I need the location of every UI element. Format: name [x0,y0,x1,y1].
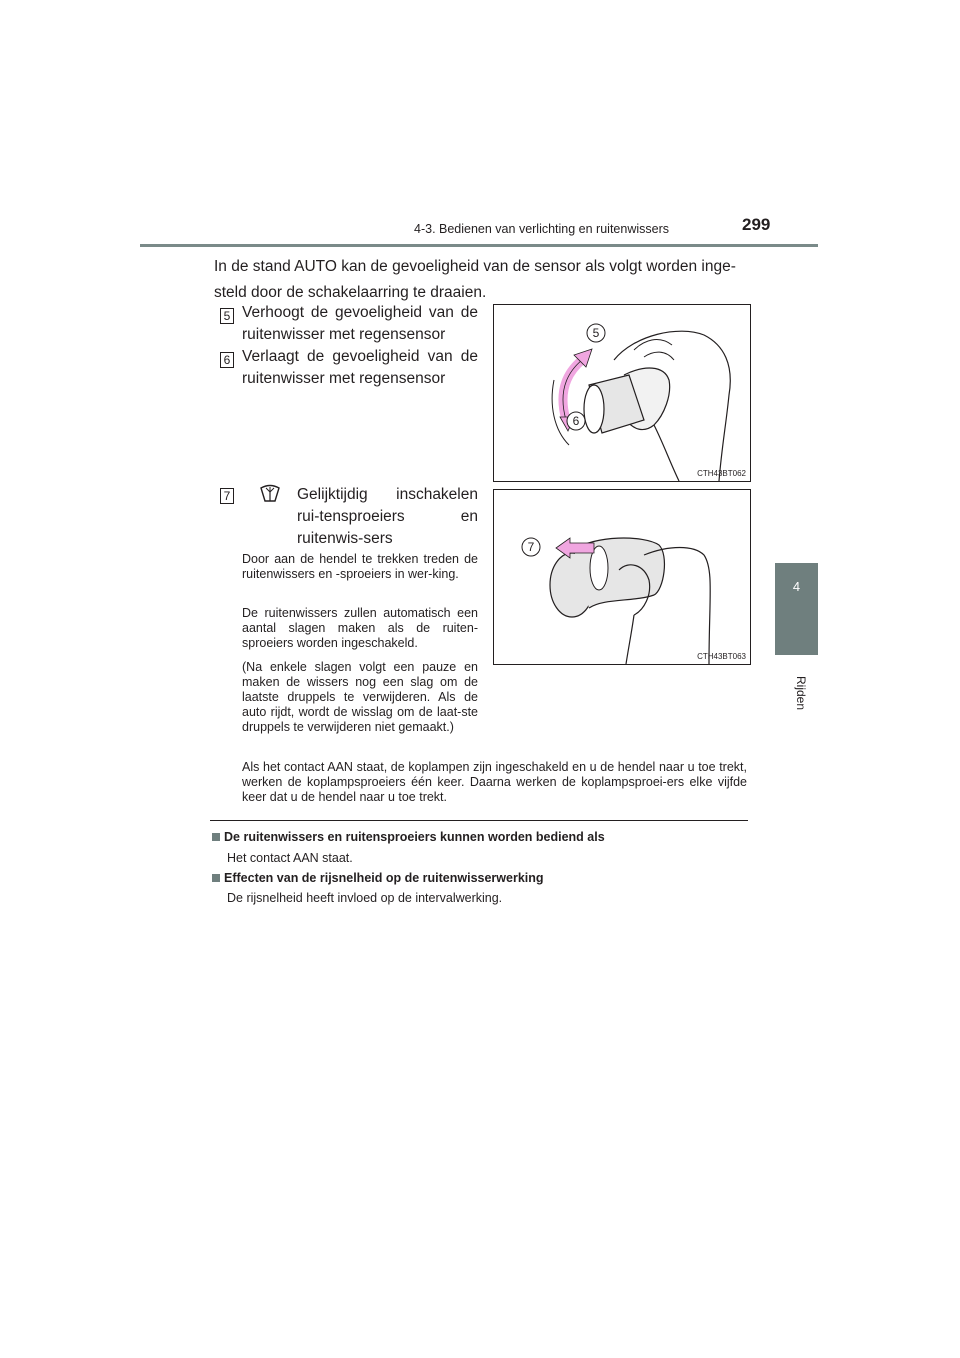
figure-washer-operation [493,489,751,665]
item-5-text: Verhoogt de gevoeligheid van de ruitenwisser met regensensor [242,304,478,343]
section-title: 4-3. Bedienen van verlichting en ruitenwissers [414,222,669,236]
page-number: 299 [742,215,771,234]
paragraph-1: Door aan de hendel te trekken treden de ruitenwissers en -sproeiers in wer-king. [242,552,478,581]
note-2-body: De rijsnelheid heeft invloed op de intervalwerking. [227,891,503,905]
paragraph-wide: Als het contact AAN staat, de koplampen zijn ingeschakeld en u de hendel naar u toe trekt, werken de koplampsproeiers één keer. Daarna werken de koplampsproei-ers elke vijfde keer dat u de hendel naar u toe trekt. [242,760,747,804]
chapter-label-box [772,668,820,728]
paragraph-3: (Na enkele slagen volgt een pauze en maken de wissers nog een slag om de laatste druppels te verwijderen. Als de auto rijdt, wordt de wisslag om de laat-ste druppels te verwijderen niet gemaakt.) [242,660,478,734]
intro-paragraph: In de stand AUTO kan de gevoeligheid van de sensor als volgt worden inge-steld door de schakelaarring te draaien. [214,258,736,301]
wiper-sensitivity-illustration [494,305,750,481]
notes-divider [210,820,748,821]
callout-7: 7 [527,540,535,554]
marker-7: 7 [220,488,234,504]
chapter-number: 4 [792,579,801,594]
note-1-body: Het contact AAN staat. [227,851,353,865]
figure-wiper-sensitivity [493,304,751,482]
figure-code: CTH43BT063 [697,652,746,661]
item-6-text: Verlaagt de gevoeligheid van de ruitenwisser met regensensor [242,348,478,387]
header-rule [140,244,818,247]
marker-5: 5 [220,308,234,324]
chapter-tab [775,563,818,655]
figure-code: CTH43BT062 [697,469,746,478]
callout-5: 5 [592,326,600,340]
washer-operation-illustration [494,490,750,664]
paragraph-2: De ruitenwissers zullen automatisch een aantal slagen maken als de ruiten-sproeiers worden ingeschakeld. [242,606,478,650]
marker-6: 6 [220,352,234,368]
chapter-label: Rijden [794,676,808,711]
square-bullet-icon [212,874,220,882]
note-1-title: De ruitenwissers en ruitensproeiers kunnen worden bediend als [212,830,605,844]
note-2-title: Effecten van de rijsnelheid op de ruitenwisserwerking [212,871,544,885]
callout-6: 6 [572,414,580,428]
item-7-text: Gelijktijdig inschakelen rui-tensproeiers en ruitenwis-sers [297,486,478,547]
washer-icon [258,484,282,506]
square-bullet-icon [212,833,220,841]
